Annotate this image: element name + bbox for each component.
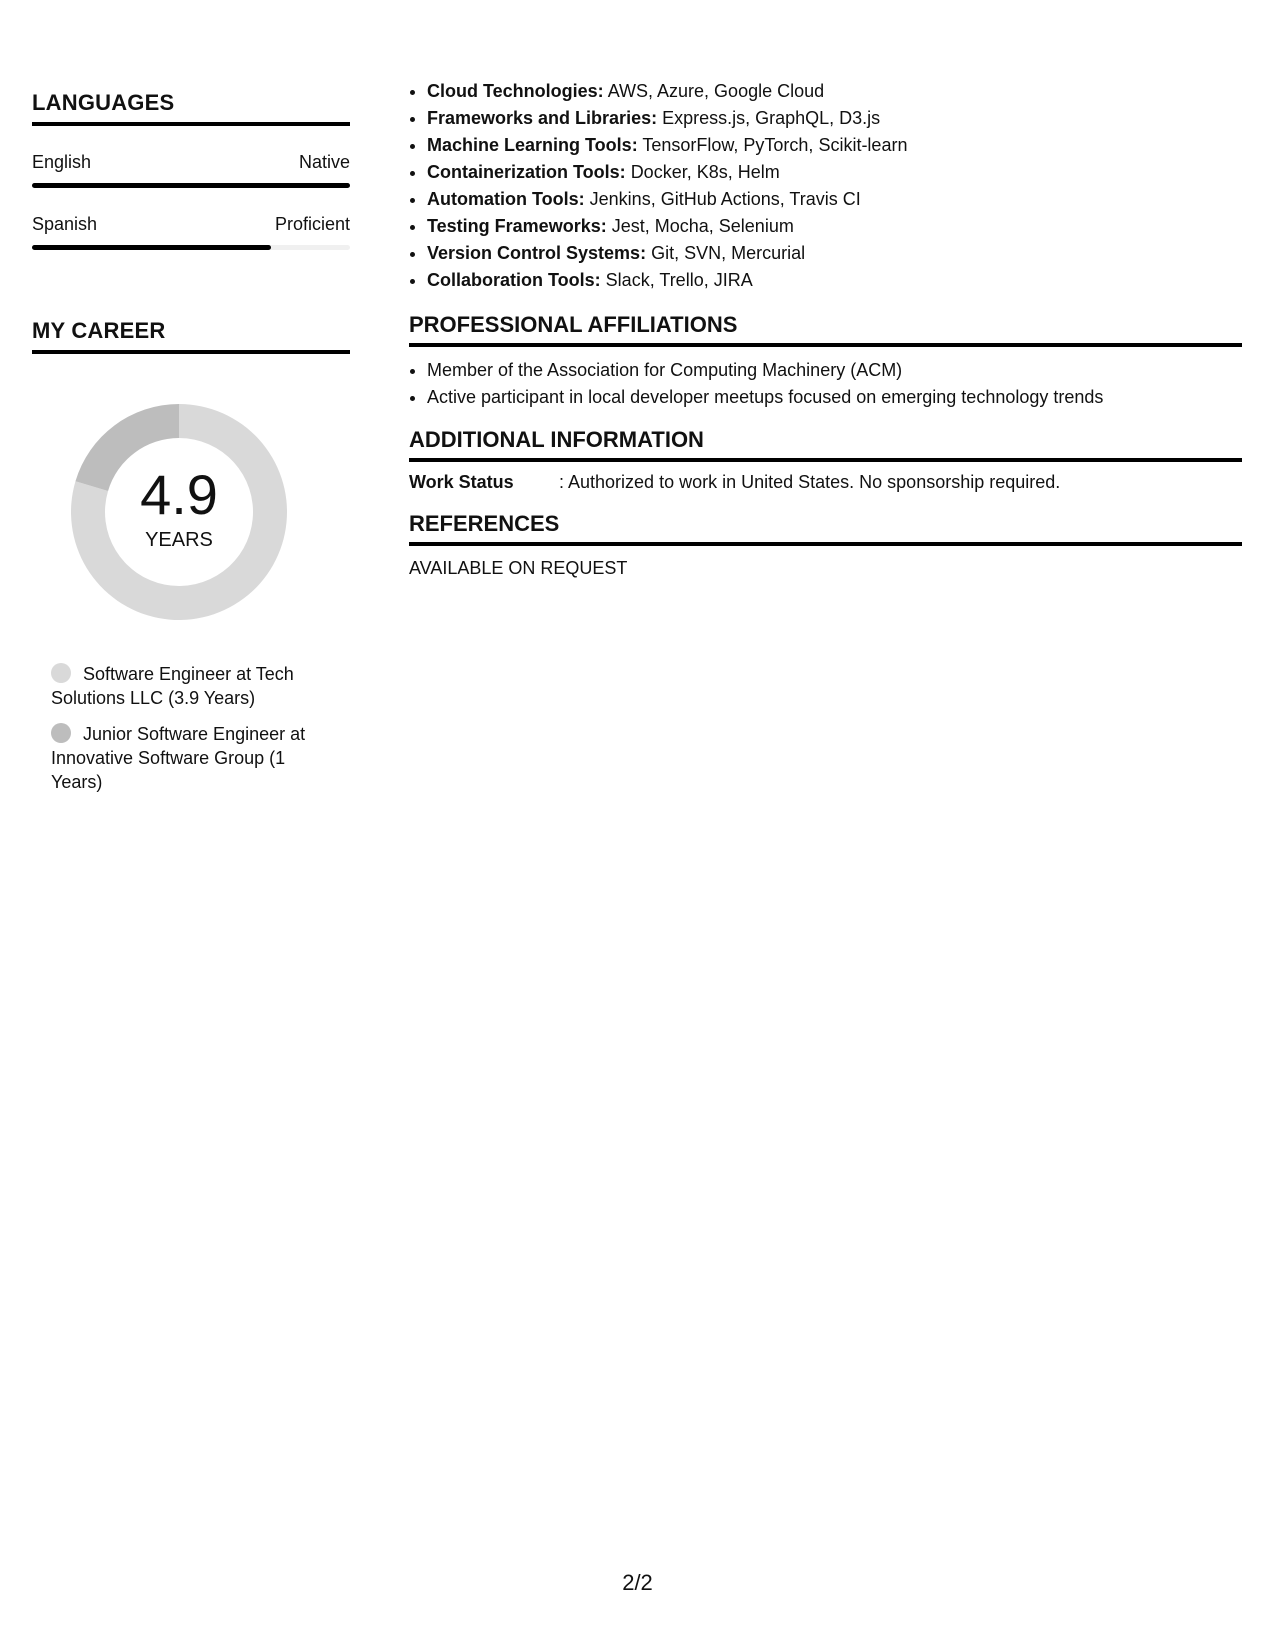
skills-list — [409, 78, 1242, 294]
career-title: MY CAREER — [32, 318, 350, 354]
affiliation-item: • Member of the Association for Computing Machinery (ACM) — [427, 357, 1242, 384]
language-level-fill — [32, 183, 350, 188]
skill-item — [427, 105, 1242, 132]
skill-item — [427, 186, 1242, 213]
language-name: English — [32, 152, 92, 172]
language-level-bar — [32, 245, 350, 250]
skill-label: Cloud Technologies: — [427, 81, 604, 101]
legend-dot — [51, 663, 71, 683]
career-legend-item — [51, 662, 331, 710]
donut-center — [65, 398, 293, 626]
skill-item — [427, 213, 1242, 240]
page-number: 2/2 — [622, 1570, 653, 1595]
skill-label: Automation Tools: — [427, 189, 585, 209]
legend-label: Software Engineer at Tech Solutions LLC (3.9 Years) — [51, 664, 294, 708]
affiliations-title: PROFESSIONAL AFFILIATIONS — [409, 312, 1242, 347]
skill-value: Express.js, GraphQL, D3.js — [662, 108, 881, 128]
skill-value: AWS, Azure, Google Cloud — [607, 81, 825, 101]
additional-info-title: ADDITIONAL INFORMATION — [409, 427, 1242, 462]
language-level-bar — [32, 183, 350, 188]
language-level-fill — [32, 245, 271, 250]
references-text: AVAILABLE ON REQUEST — [409, 558, 628, 578]
right-column — [409, 78, 1242, 579]
career-legend-item — [51, 722, 331, 794]
language-spanish — [32, 214, 350, 250]
language-name: Spanish — [32, 214, 98, 234]
career-donut-chart — [65, 398, 293, 626]
skill-item — [427, 132, 1242, 159]
affiliations-list — [409, 357, 1242, 411]
skill-value: Jenkins, GitHub Actions, Travis CI — [589, 189, 861, 209]
skill-value: Jest, Mocha, Selenium — [611, 216, 794, 236]
career-legend — [32, 662, 331, 794]
skill-label: Containerization Tools: — [427, 162, 626, 182]
skill-item — [427, 159, 1242, 186]
language-level: Proficient — [274, 214, 350, 234]
legend-dot — [51, 723, 71, 743]
skill-value: Git, SVN, Mercurial — [651, 243, 806, 263]
skill-value: Docker, K8s, Helm — [630, 162, 780, 182]
skill-label: Machine Learning Tools: — [427, 135, 638, 155]
skill-label: Version Control Systems: — [427, 243, 647, 263]
references-title: REFERENCES — [409, 511, 1242, 546]
language-english — [32, 152, 350, 188]
work-status-label: Work Status — [409, 472, 514, 492]
skill-item — [427, 240, 1242, 267]
work-status-value: : Authorized to work in United States. No sponsorship required. — [559, 472, 1061, 492]
skill-item — [427, 78, 1242, 105]
career-years-unit: YEARS — [145, 528, 213, 551]
skill-label: Frameworks and Libraries: — [427, 108, 658, 128]
affiliation-item: • Active participant in local developer meetups focused on emerging technology trends — [427, 384, 1242, 411]
language-level: Native — [298, 152, 350, 172]
legend-label: Junior Software Engineer at Innovative Software Group (1 Years) — [51, 724, 306, 792]
career-total-years: 4.9 — [140, 462, 218, 526]
skill-value: TensorFlow, PyTorch, Scikit-learn — [642, 135, 908, 155]
languages-title: LANGUAGES — [32, 90, 350, 126]
skill-label: Collaboration Tools: — [427, 270, 601, 290]
skill-label: Testing Frameworks: — [427, 216, 607, 236]
skill-item — [427, 267, 1242, 294]
work-status-row — [409, 472, 1242, 493]
skill-value: Slack, Trello, JIRA — [605, 270, 753, 290]
left-column — [32, 90, 350, 806]
